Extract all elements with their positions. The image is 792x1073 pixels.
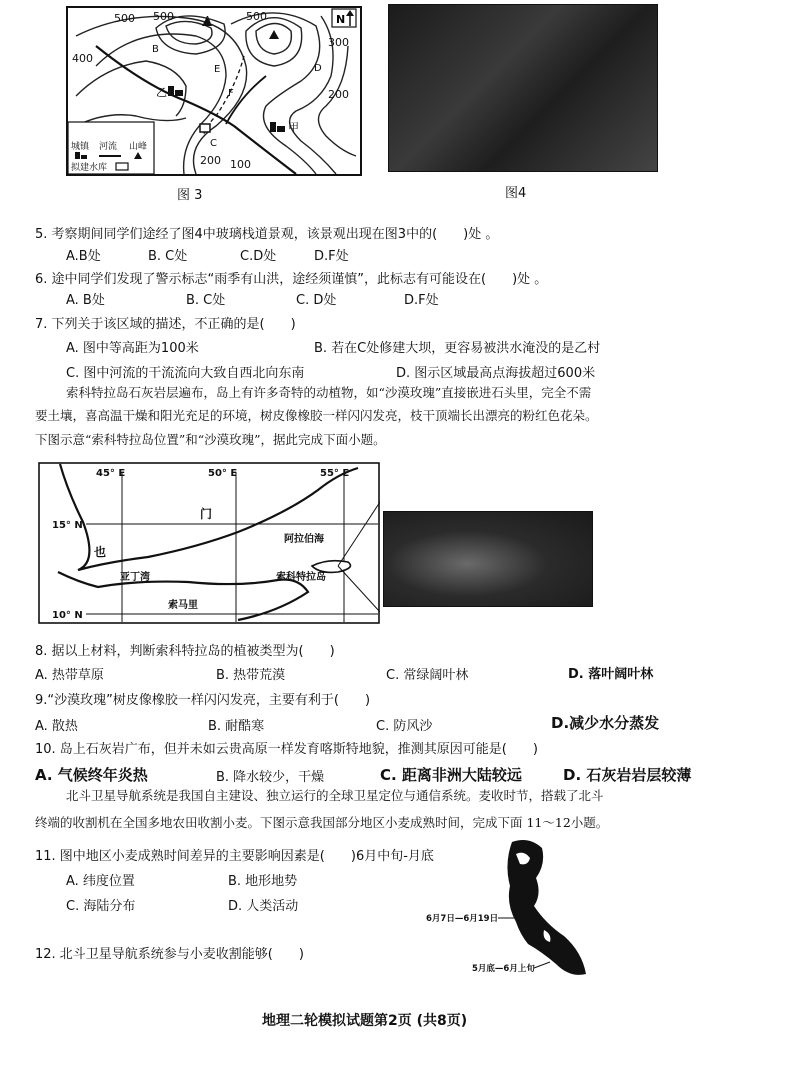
figure-3-caption: 图 3 (177, 188, 203, 203)
q6-option-d: D.F处 (404, 293, 439, 308)
q5-option-a: A.B处 (66, 249, 101, 264)
question-7-stem: 7. 下列关于该区域的描述，不正确的是( ) (35, 317, 296, 332)
q6-option-b: B. C处 (186, 293, 226, 308)
contour-label: 500 (153, 10, 174, 23)
point-label-d: D (314, 63, 322, 74)
village-yi-label: 乙 (156, 86, 167, 99)
wheat-label-late-may: 5月底—6月上旬 (472, 964, 535, 974)
q6-option-a: A. B处 (66, 293, 105, 308)
label-arabian-sea: 阿拉伯海 (284, 534, 324, 545)
q10-option-a: A. 气候终年炎热 (35, 766, 148, 784)
contour-label: 300 (328, 36, 349, 49)
figure-4-caption: 图4 (505, 186, 527, 201)
q9-option-b: B. 耐酷寒 (208, 719, 265, 734)
label-somalia: 索马里 (168, 600, 198, 611)
q8-option-b: B. 热带荒漠 (216, 668, 286, 683)
label-leader-2 (534, 962, 550, 968)
legend-town-label: 城镇 (71, 142, 90, 152)
q5-option-c: C.D处 (240, 249, 277, 264)
lon-label-50: 50° E (208, 468, 238, 479)
question-6-stem: 6. 途中同学们发现了警示标志“雨季有山洪，途经须谨慎”，此标志有可能设在( )处 。 (35, 272, 548, 287)
point-label-b: B (152, 44, 159, 55)
q5-option-b: B. C处 (148, 249, 188, 264)
q6-option-c: C. D处 (296, 293, 337, 308)
passage-socotra-line3: 下图示意“索科特拉岛位置”和“沙漠玫瑰”，据此完成下面小题。 (35, 432, 386, 447)
q10-option-b: B. 降水较少，干燥 (216, 770, 325, 785)
label-ye: 也 (94, 545, 107, 559)
figure-4-glass-walkway-photo (388, 4, 658, 172)
wheat-ripening-map (424, 834, 604, 984)
q11-option-c: C. 海陆分布 (66, 899, 136, 914)
q11-option-d: D. 人类活动 (228, 899, 299, 914)
legend-reservoir-label: 拟建水库 (71, 163, 108, 173)
socotra-location-map (38, 462, 380, 624)
lon-label-55: 55° E (320, 468, 350, 479)
legend-river-label: 河流 (99, 142, 118, 152)
point-label-f: F (228, 88, 234, 99)
contour-label: 500 (246, 10, 267, 23)
passage-socotra-line1: 索科特拉岛石灰岩层遍布，岛上有许多奇特的动植物，如“沙漠玫瑰”直接嵌进石头里，完全不需 (66, 385, 592, 400)
point-label-c: C (210, 138, 217, 149)
contour-label: 400 (72, 52, 93, 65)
lat-label-10: 10° N (52, 610, 83, 621)
q7-option-a: A. 图中等高距为100米 (66, 341, 199, 356)
q10-option-c: C. 距离非洲大陆较远 (380, 766, 522, 784)
reservoir-marker (200, 124, 210, 132)
contour-label: 100 (230, 158, 251, 171)
q7-option-b: B. 若在C处修建大坝，更容易被洪水淹没的是乙村 (314, 341, 601, 356)
passage-socotra-line2: 要土壤，喜高温干燥和阳光充足的环境，树皮像橡胶一样闪闪发亮，枝干顶端长出漂亮的粉红色花朵。 (35, 408, 598, 423)
q8-option-d: D. 落叶阔叶林 (568, 667, 654, 682)
contour-label: 200 (328, 88, 349, 101)
q5-option-d: D.F处 (314, 249, 349, 264)
question-5-stem: 5. 考察期间同学们途经了图4中玻璃栈道景观，该景观出现在图3中的( )处 。 (35, 227, 499, 242)
legend-peak-label: 山峰 (129, 142, 148, 152)
q9-option-d: D.减少水分蒸发 (551, 714, 660, 732)
q7-option-c: C. 图中河流的干流流向大致自西北向东南 (66, 366, 305, 381)
q11-option-a: A. 纬度位置 (66, 874, 135, 889)
page-footer: 地理二轮模拟试题第2页 (共8页) (262, 1013, 468, 1029)
q8-option-c: C. 常绿阔叶林 (386, 668, 469, 683)
point-label-e: E (214, 64, 221, 75)
question-9-stem: 9.“沙漠玫瑰”树皮像橡胶一样闪闪发亮，主要有利于( ) (35, 693, 371, 708)
north-label: N (336, 13, 346, 26)
figure-3-contour-map (66, 6, 362, 176)
q11-option-b: B. 地形地势 (228, 874, 298, 889)
question-8-stem: 8. 据以上材料，判断索科特拉岛的植被类型为( ) (35, 644, 335, 659)
contour-label: 200 (200, 154, 221, 167)
desert-rose-photo (383, 511, 593, 607)
label-socotra: 索科特拉岛 (276, 572, 326, 583)
q9-option-a: A. 散热 (35, 719, 78, 734)
question-10-stem: 10. 岛上石灰岩广布，但并未如云贵高原一样发育喀斯特地貌，推测其原因可能是( ) (35, 742, 538, 757)
q7-option-d: D. 图示区域最高点海拔超过600米 (396, 366, 596, 381)
passage-beidou-line1: 北斗卫星导航系统是我国自主建设、独立运行的全球卫星定位与通信系统。麦收时节，搭载了北斗 (66, 788, 604, 803)
q9-option-c: C. 防风沙 (376, 719, 433, 734)
legend-reservoir-icon (116, 163, 128, 170)
wheat-label-june7-19: 6月7日—6月19日 (426, 914, 499, 924)
q10-option-d: D. 石灰岩岩层较薄 (563, 766, 692, 784)
label-gulf-of-aden: 亚丁湾 (120, 572, 150, 583)
question-11-stem: 11. 图中地区小麦成熟时间差异的主要影响因素是( )6月中旬-月底 (35, 849, 434, 864)
q8-option-a: A. 热带草原 (35, 668, 104, 683)
lat-label-15: 15° N (52, 520, 83, 531)
point-label-a: A (204, 15, 211, 26)
label-men: 门 (200, 507, 213, 521)
map-frame (39, 463, 379, 623)
legend-town-icon (75, 152, 80, 159)
village-jia-label: 甲 (288, 121, 299, 134)
lon-label-45: 45° E (96, 468, 126, 479)
passage-beidou-line2: 终端的收割机在全国多地农田收割小麦。下图示意我国部分地区小麦成熟时间，完成下面 11～12小题。 (35, 815, 609, 830)
question-12-stem: 12. 北斗卫星导航系统参与小麦收割能够( ) (35, 947, 304, 962)
contour-label: 500 (114, 12, 135, 25)
